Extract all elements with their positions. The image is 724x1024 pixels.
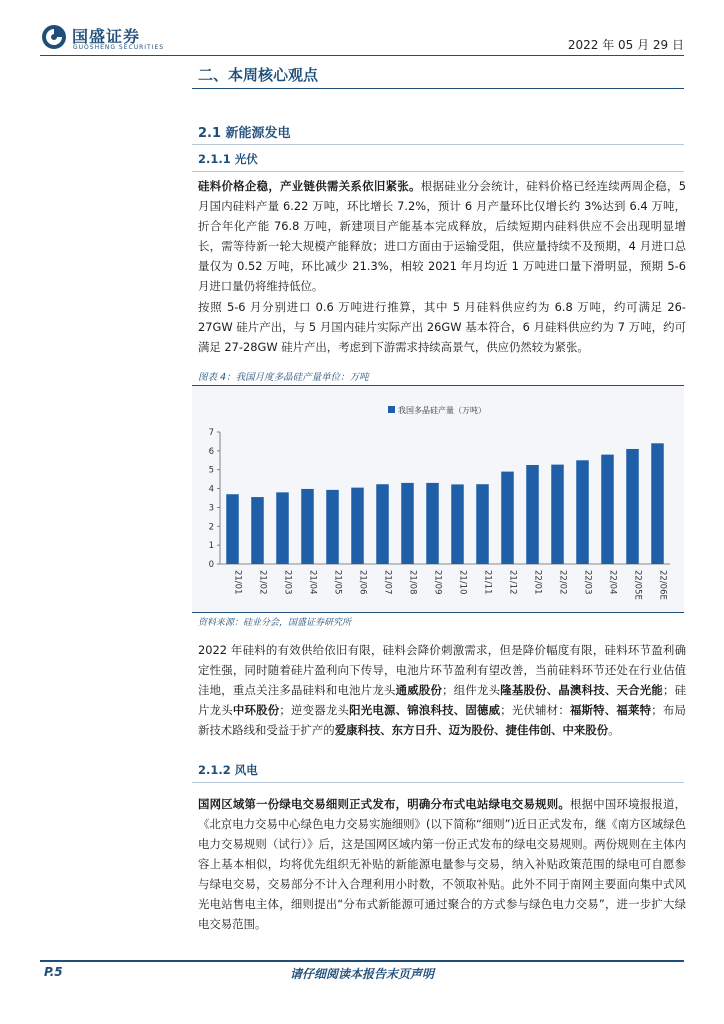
x-tick-label: 22/04 (607, 570, 618, 595)
bar-21-06 (351, 488, 364, 564)
paragraph-silicon-price (198, 176, 686, 296)
x-tick-label: 21/07 (382, 570, 393, 595)
figure-source-divider (192, 612, 684, 613)
bar-21-04 (301, 489, 314, 564)
legend-swatch (388, 406, 395, 413)
topic-divider-wind (192, 782, 684, 783)
paragraph-investment-view (198, 640, 686, 740)
bar-21-10 (451, 484, 464, 564)
emphasis-text: 国网区域第一份绿电交易细则正式发布，明确分布式电站绿电交易规则。 (198, 797, 570, 811)
emphasis-text: 通威股份 (395, 683, 443, 697)
body-text: ；光伏辅材： (500, 703, 570, 717)
x-tick-label: 22/01 (532, 570, 543, 595)
emphasis-text: 爱康科技、东方日升、迈为股份、捷佳伟创、中来股份 (334, 723, 609, 737)
bar-21-05 (326, 490, 339, 564)
emphasis-text: 福斯特、福莱特 (569, 703, 652, 717)
x-tick-label: 21/01 (232, 570, 243, 595)
bar-22-03 (576, 460, 589, 564)
y-tick-label: 5 (208, 465, 214, 476)
page-number: P.5 (44, 965, 63, 979)
footer-disclaimer: 请仔细阅读本报告末页声明 (289, 967, 434, 981)
x-tick-label: 22/06E (657, 570, 668, 600)
body-text: 根据硅业分会统计，硅料价格已经连续两周企稳，5 月国内硅料产量 6.22 万吨，环比增长 7.2%，预计 6 月产量环比仅增长约 3%达到 6.4 万吨，折合年化产能 76.8 万吨，新建项目产能基本完成释放，后续短期内硅料供应不会出现明显增长，需等待新一轮大规模产能释放；进口方面由于运输受阻，供应量持续不及预期，4 月进口总量仅为 0.52 万吨，环比减少 21.3%，相较 2021 年月均近 1 万吨进口量下滑明显，预期 5-6 月进口量仍将维持低位。 (198, 179, 686, 293)
topic-title-wind: 2.1.2 风电 (198, 763, 258, 777)
section-title: 二、本周核心观点 (198, 66, 319, 84)
bar-21-11 (476, 484, 489, 564)
x-tick-label: 21/12 (507, 570, 518, 595)
legend-label: 我国多晶硅产量（万吨） (398, 406, 486, 415)
y-tick-label: 0 (208, 560, 214, 570)
x-tick-label: 21/05 (332, 570, 343, 595)
x-tick-label: 22/03 (582, 570, 593, 595)
bar-22-06E (651, 443, 664, 564)
y-tick-label: 6 (208, 446, 214, 457)
subsection-divider (192, 144, 684, 145)
x-tick-label: 21/04 (307, 570, 318, 595)
emphasis-text: 硅料价格企稳，产业链供需关系依旧紧张。 (198, 179, 421, 193)
footer-divider (40, 960, 684, 962)
body-text: 按照 5-6 月分别进口 0.6 万吨进行推算，其中 5 月硅料供应约为 6.8 万吨，约可满足 26-27GW 硅片产出，与 5 月国内硅片实际产出 26GW 基本符合，6 月硅料供应约为 7 万吨，约可满足 27-28GW 硅片产出，考虑到下游需求持续高景气，供应仍然较为紧张。 (198, 300, 686, 354)
bar-21-12 (501, 472, 514, 564)
x-tick-label: 22/05E (632, 570, 643, 600)
company-logo-english: GUOSHENG SECURITIES (73, 44, 165, 51)
bar-21-02 (251, 497, 264, 564)
paragraph-silicon-supply (198, 297, 686, 357)
report-date: 2022 年 05 月 29 日 (567, 38, 684, 52)
body-text: ；布局新技术路线和受益于扩产的 (198, 703, 686, 737)
figure-caption: 图表 4：我国月度多晶硅产量单位：万吨 (198, 372, 369, 383)
y-tick-label: 2 (208, 522, 214, 533)
x-tick-label: 21/03 (282, 570, 293, 595)
emphasis-text: 隆基股份、晶澳科技、天合光能 (500, 683, 663, 697)
bar-22-02 (551, 465, 564, 564)
y-tick-label: 7 (208, 428, 214, 438)
topic-divider-pv (192, 171, 684, 172)
body-text: ；逆变器龙头 (279, 703, 350, 717)
bar-21-01 (226, 494, 239, 564)
subsection-title: 2.1 新能源发电 (198, 126, 291, 141)
section-divider (192, 88, 684, 89)
bar-21-09 (426, 483, 439, 564)
y-tick-label: 1 (208, 541, 214, 552)
body-text: 根据中国环境报报道，《北京电力交易中心绿色电力交易实施细则》(以下简称“细则”)近日正式发布，继《南方区域绿色电力交易规则（试行）》后，这是国网区域内第一份正式发布的绿电交易规则。两份规则在主体内容上基本相似，均将优先组织无补贴的新能源电量参与交易，纳入补贴政策范围的绿电可自愿参与绿电交易，交易部分不计入合理利用小时数，不领取补贴。此外不同于南网主要面向集中式风光电站售电主体，细则提出“分布式新能源可通过聚合的方式参与绿色电力交易”，进一步扩大绿电交易范围。 (198, 797, 686, 931)
x-tick-label: 22/02 (557, 570, 568, 595)
body-text: ；硅片龙头 (198, 683, 686, 717)
x-tick-label: 21/02 (257, 570, 268, 595)
header-divider (40, 55, 684, 56)
y-tick-label: 3 (208, 503, 214, 514)
x-tick-label: 21/09 (432, 570, 443, 595)
bar-22-04 (601, 455, 614, 564)
emphasis-text: 中环股份 (232, 703, 280, 717)
body-text: 。 (608, 723, 620, 737)
bar-21-03 (276, 492, 289, 564)
body-text: ；组件龙头 (442, 683, 501, 697)
company-logo-icon (41, 24, 67, 50)
company-logo-name: 国盛证券 (72, 27, 141, 46)
bar-22-05E (626, 449, 639, 564)
body-text: 2022 年硅料的有效供给依旧有限，硅料会降价刺激需求，但是降价幅度有限，硅料环节盈利确定性强，同时随着硅片盈利向下传导，电池片环节盈利有望改善，当前硅料环节还处在行业估值洼地，重点关注多晶硅料和电池片龙头 (198, 643, 686, 697)
x-tick-label: 21/11 (482, 570, 493, 595)
topic-title-pv: 2.1.1 光伏 (198, 152, 258, 166)
polysilicon-output-chart (192, 386, 684, 612)
y-tick-label: 4 (208, 484, 214, 495)
emphasis-text: 阳光电源、锦浪科技、固德威 (349, 703, 501, 717)
x-tick-label: 21/08 (407, 570, 418, 595)
bar-21-08 (401, 483, 414, 564)
x-tick-label: 21/10 (457, 570, 468, 595)
bar-21-07 (376, 484, 389, 564)
bar-22-01 (526, 465, 539, 564)
figure-source: 资料来源：硅业分会，国盛证券研究所 (198, 618, 352, 628)
x-tick-label: 21/06 (357, 570, 368, 595)
paragraph-green-power (198, 794, 686, 934)
